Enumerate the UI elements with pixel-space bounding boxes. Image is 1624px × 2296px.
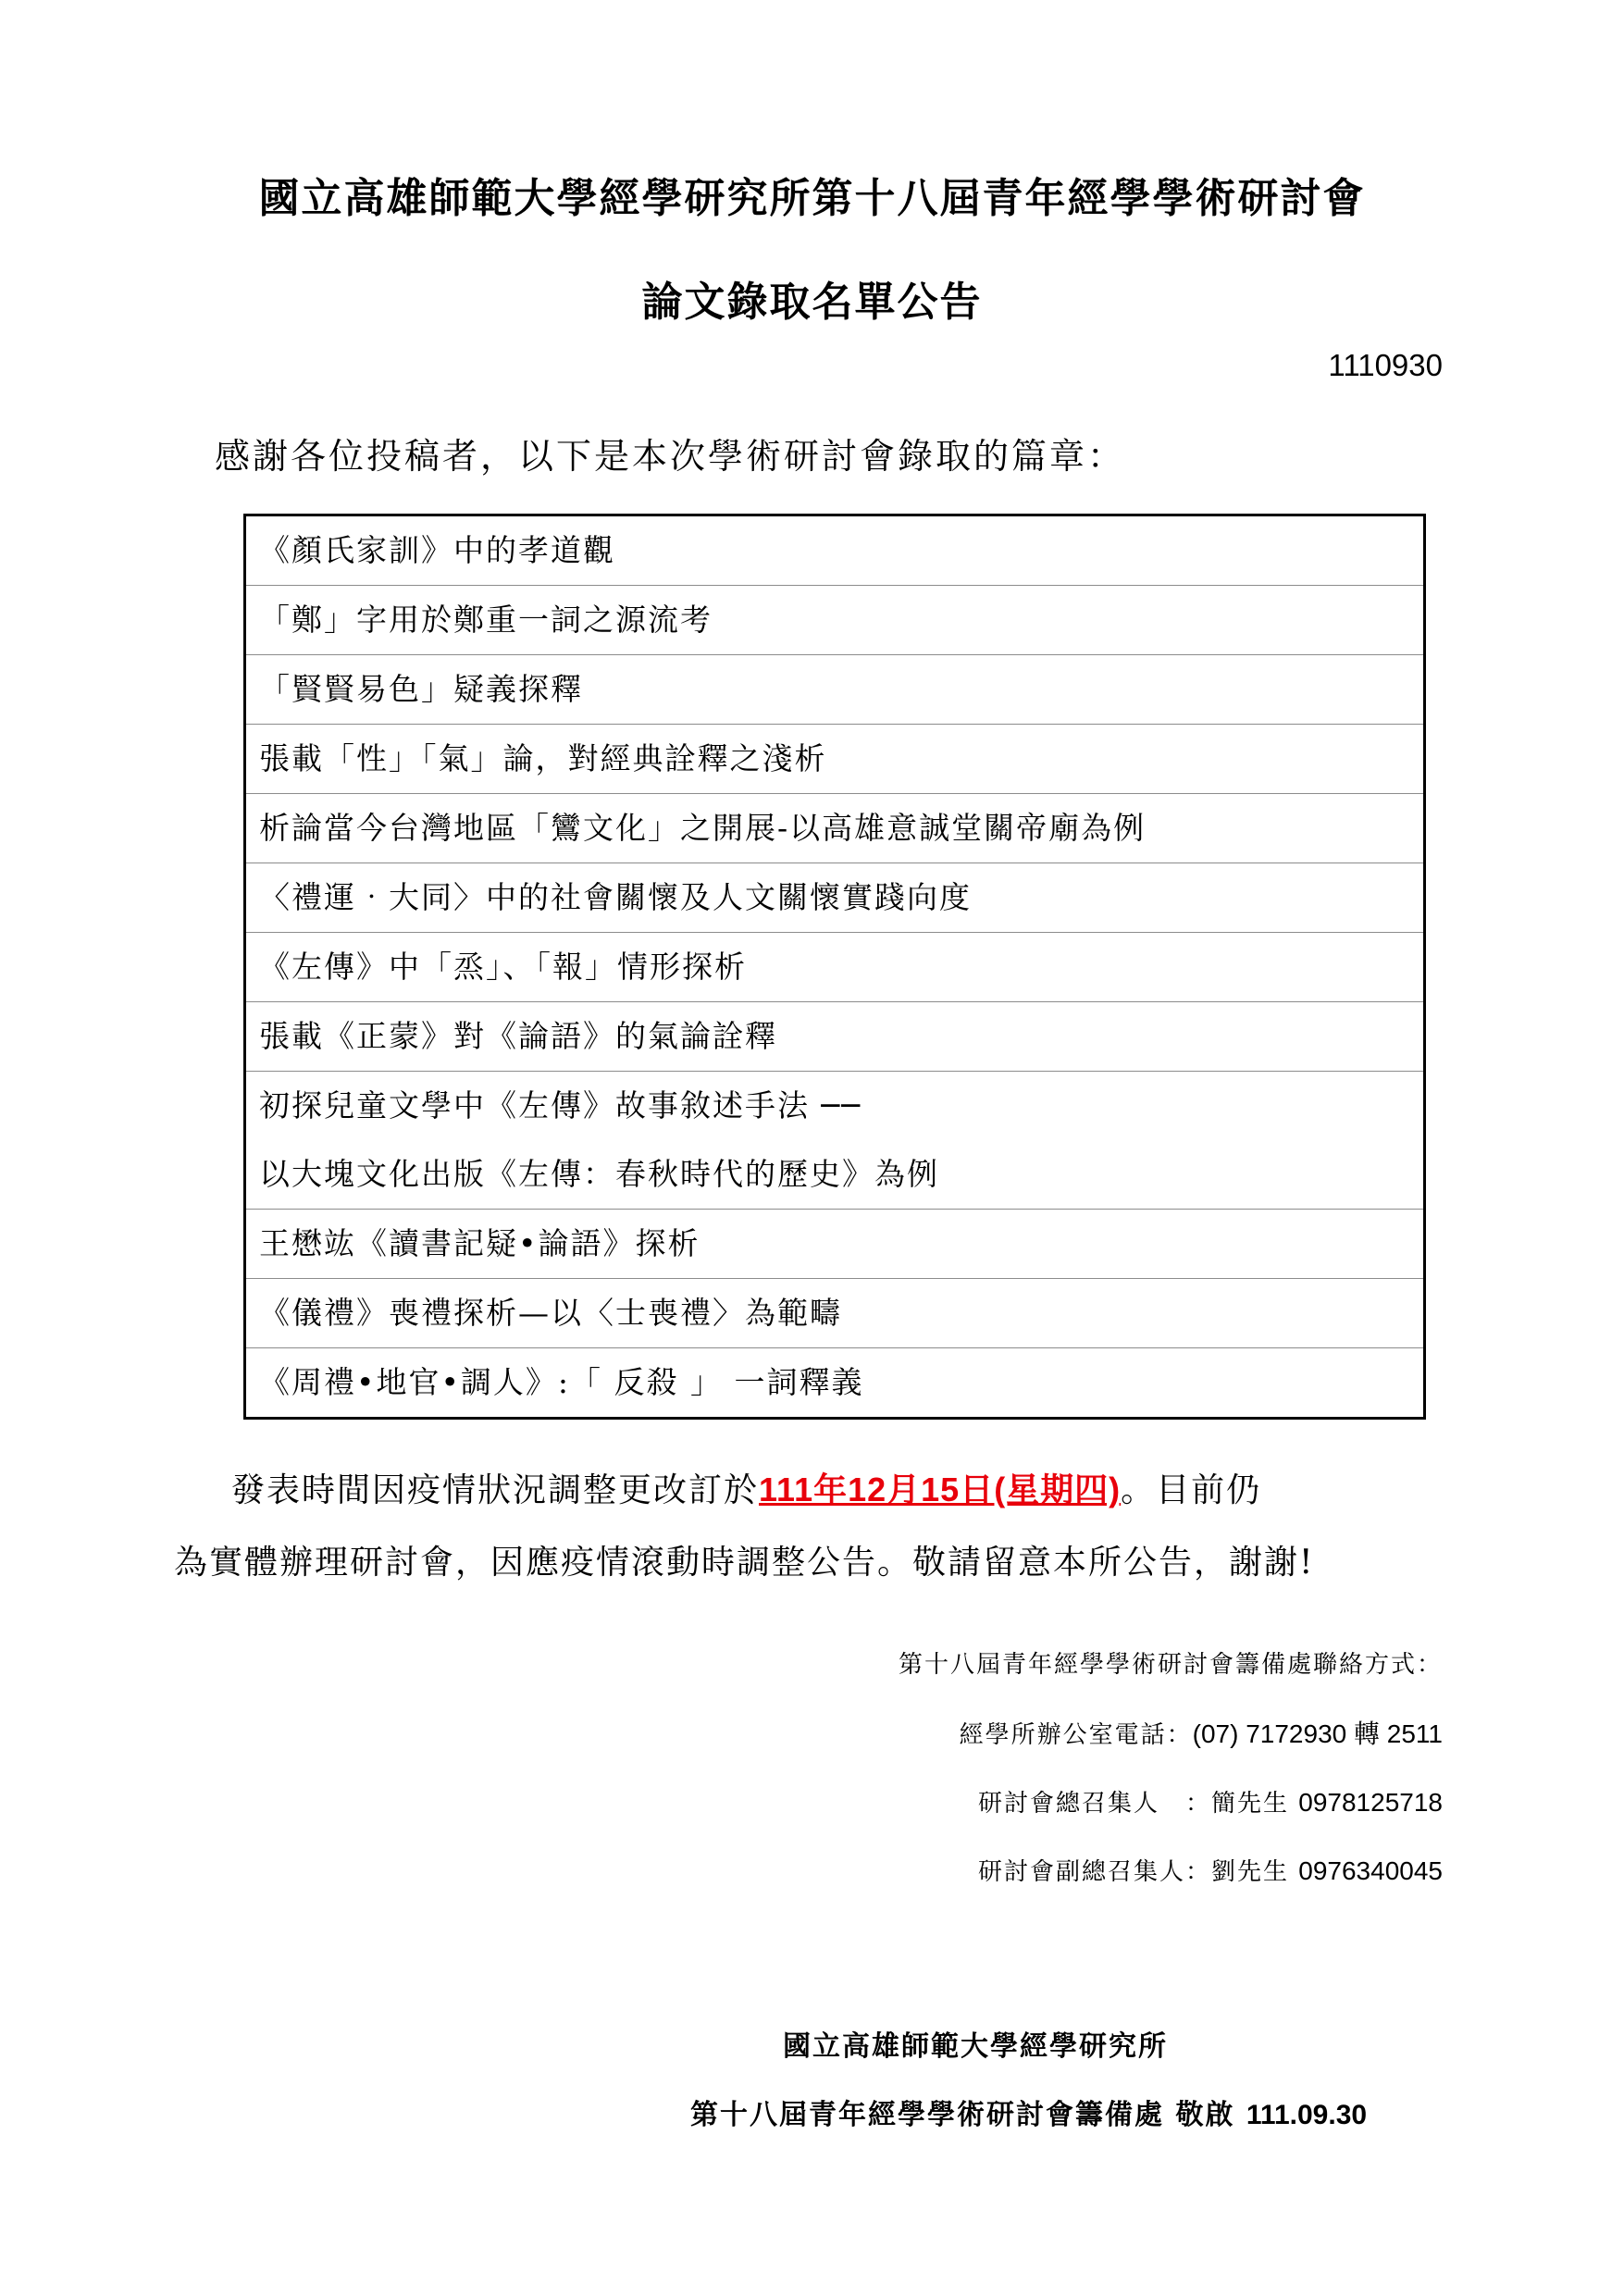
page-title: 國立高雄師範大學經學研究所第十八屆青年經學學術研討會	[258, 175, 1366, 222]
notice-line2: 為實體辦理研討會，因應疫情滾動時調整公告。敬請留意本所公告，謝謝!	[174, 1544, 1315, 1582]
table-row	[245, 1279, 1425, 1348]
table-row	[245, 1210, 1425, 1279]
office-phone: (07) 7172930 轉 2511	[1192, 1719, 1443, 1748]
presentation-date: 111年12月15日(星期四)	[759, 1471, 1122, 1508]
notice-text: 發表時間因疫情狀況調整更改訂於	[231, 1471, 760, 1509]
notice-line1	[0, 1464, 1624, 1511]
table-row	[245, 1072, 1425, 1210]
contact-heading: 第十八屆青年經學學術研討會籌備處聯絡方式：	[898, 1651, 1443, 1679]
accepted-papers-table	[243, 514, 1426, 1420]
contact-label: 研討會副總召集人：劉先生	[977, 1858, 1289, 1886]
paper-title-line2: 以大塊文化出版《左傳：春秋時代的歷史》為例	[259, 1156, 939, 1192]
table-row	[245, 863, 1425, 933]
table-row	[245, 725, 1425, 794]
document-number: 1110930	[1328, 348, 1443, 382]
paper-title: 〈禮運‧大同〉中的社會關懷及人文關懷實踐向度	[245, 863, 1425, 933]
signoff-text: 第十八屆青年經學學術研討會籌備處 敬啟	[690, 2099, 1235, 2131]
intro-text: 感謝各位投稿者，以下是本次學術研討會錄取的篇章：	[215, 436, 1126, 477]
paper-title: 張載「性」「氣」論，對經典詮釋之淺析	[245, 725, 1425, 794]
page-subtitle: 論文錄取名單公告	[641, 279, 983, 326]
contact-label: 經學所辦公室電話：	[959, 1721, 1193, 1749]
vice-phone: 0976340045	[1298, 1856, 1443, 1885]
contact-vice-convener	[978, 1853, 1443, 1887]
paper-title: 張載《正蒙》對《論語》的氣論詮釋	[245, 1002, 1425, 1072]
table-row	[245, 1002, 1425, 1072]
paper-title: 王懋竑《讀書記疑•論語》探析	[245, 1210, 1425, 1279]
contact-convener	[978, 1784, 1443, 1818]
paper-title: 析論當今台灣地區「鸞文化」之開展-以高雄意誠堂關帝廟為例	[245, 794, 1425, 863]
table-row	[245, 515, 1425, 586]
convener-phone: 0978125718	[1298, 1788, 1443, 1817]
table-row	[245, 586, 1425, 655]
contact-label: 研討會總召集人 ：簡先生	[977, 1790, 1289, 1818]
paper-title: 《儀禮》喪禮探析—以〈士喪禮〉為範疇	[245, 1279, 1425, 1348]
table-row	[245, 655, 1425, 725]
paper-title: 《顏氏家訓》中的孝道觀	[259, 532, 615, 568]
paper-title: 《左傳》中「烝」、「報」情形探析	[245, 933, 1425, 1002]
paper-title: 《周禮•地官•調人》:「 反殺 」 一詞釋義	[245, 1348, 1425, 1419]
paper-title	[245, 1072, 1425, 1210]
table-row	[245, 794, 1425, 863]
paper-title: 「鄭」字用於鄭重一詞之源流考	[245, 586, 1425, 655]
paper-title-line1: 初探兒童文學中《左傳》故事敘述手法 ──	[259, 1087, 862, 1123]
notice-text: 。目前仍	[1121, 1471, 1262, 1509]
signoff-institute: 國立高雄師範大學經學研究所	[783, 2030, 1168, 2063]
signoff-office	[690, 2091, 1367, 2132]
paper-title: 「賢賢易色」疑義探釋	[245, 655, 1425, 725]
contact-office	[960, 1714, 1443, 1751]
signoff-date: 111.09.30	[1246, 2100, 1368, 2130]
table-row	[245, 933, 1425, 1002]
table-row	[245, 1348, 1425, 1419]
